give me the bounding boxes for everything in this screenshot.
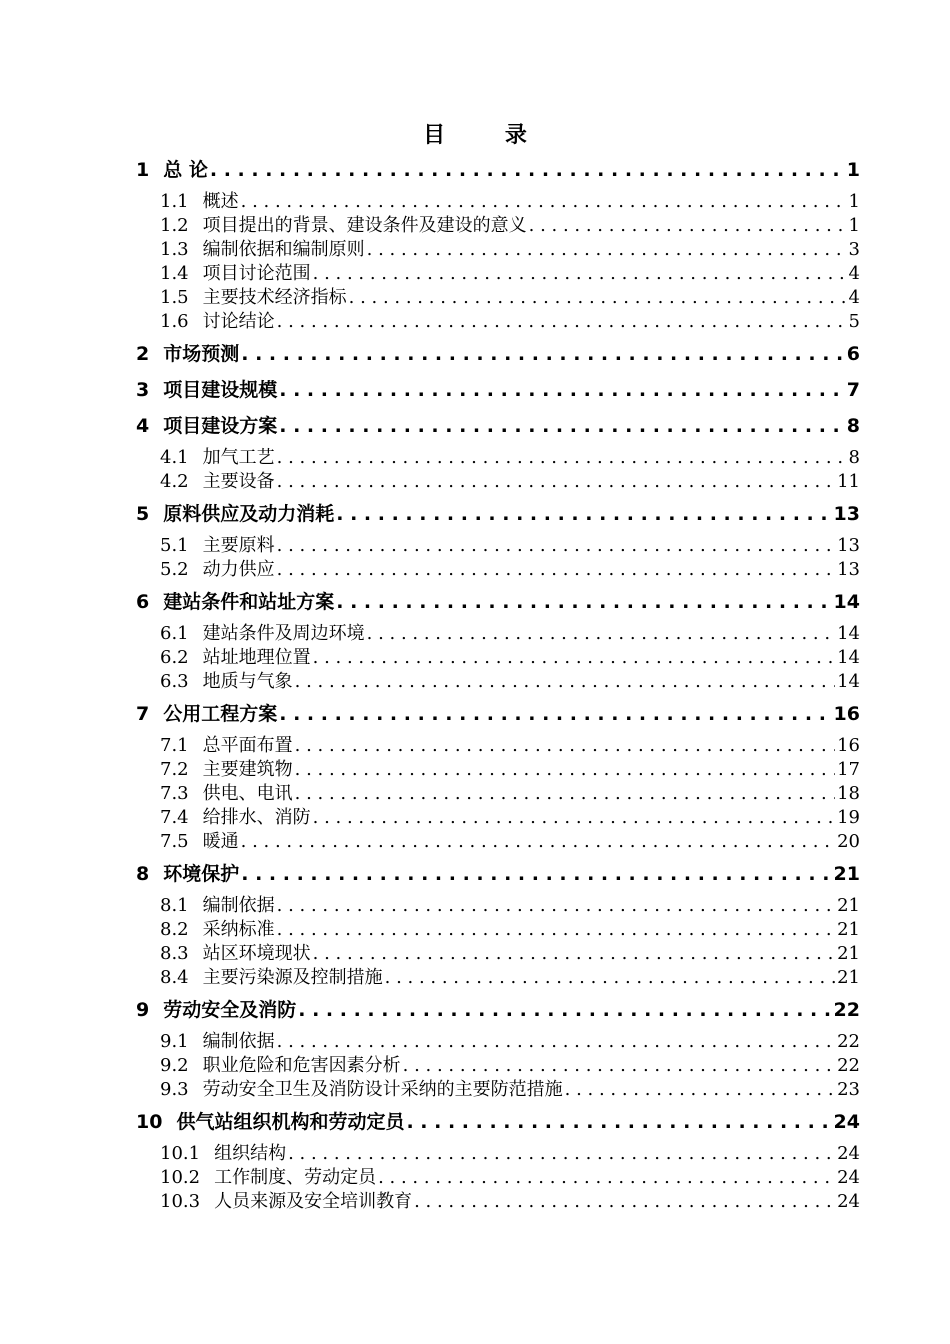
toc-entry-title: 公用工程方案 — [163, 703, 278, 725]
toc-dot-leader — [367, 622, 835, 646]
toc-section-entry[interactable] — [136, 966, 860, 990]
toc-dot-leader — [277, 534, 835, 558]
toc-section-entry[interactable] — [136, 758, 860, 782]
toc-page-number: 6 — [846, 343, 860, 365]
toc-page-number: 24 — [837, 1167, 860, 1188]
toc-dot-leader — [367, 238, 847, 262]
toc-chapter-entry[interactable] — [136, 858, 860, 890]
toc-page-number: 20 — [837, 831, 860, 852]
toc-entry-number: 3 — [136, 379, 150, 401]
toc-entry-title: 概述 — [202, 191, 239, 212]
toc-page-number: 1 — [848, 191, 860, 212]
toc-section-entry[interactable] — [136, 1030, 860, 1054]
toc-page-number: 22 — [837, 1031, 860, 1052]
toc-page-number: 24 — [837, 1191, 860, 1212]
toc-dot-leader — [313, 942, 835, 966]
toc-entry-number: 7.4 — [160, 807, 189, 828]
toc-dot-leader — [241, 190, 847, 214]
toc-dot-leader — [349, 286, 847, 310]
toc-entry-number: 9.1 — [160, 1031, 189, 1052]
toc-entry-title: 编制依据 — [202, 1031, 275, 1052]
toc-dot-leader — [298, 994, 831, 1026]
toc-dot-leader — [529, 214, 847, 238]
toc-page-number: 14 — [833, 591, 860, 613]
toc-section-entry[interactable] — [136, 646, 860, 670]
toc-page-number: 3 — [848, 239, 860, 260]
toc-entry-number: 7.1 — [160, 735, 189, 756]
toc-dot-leader — [295, 782, 835, 806]
toc-dot-leader — [378, 1166, 835, 1190]
toc-page-number: 24 — [837, 1143, 860, 1164]
toc-entry-number: 7.5 — [160, 831, 189, 852]
toc-chapter-entry[interactable] — [136, 154, 860, 186]
toc-entry-number: 9.3 — [160, 1079, 189, 1100]
toc-entry-title: 供电、电讯 — [202, 783, 293, 804]
toc-page-number: 16 — [833, 703, 860, 725]
toc-dot-leader — [277, 446, 847, 470]
toc-entry-title: 主要污染源及控制措施 — [202, 967, 383, 988]
toc-entry-title: 动力供应 — [202, 559, 275, 580]
toc-entry-number: 8.2 — [160, 919, 189, 940]
toc-entry-title: 建站条件和站址方案 — [163, 591, 335, 613]
toc-page-number: 7 — [846, 379, 860, 401]
toc-page-number: 11 — [837, 471, 860, 492]
toc-section-entry[interactable] — [136, 238, 860, 262]
toc-section-entry[interactable] — [136, 1190, 860, 1214]
toc-dot-leader — [241, 830, 835, 854]
toc-entry-title: 总 论 — [163, 159, 208, 181]
toc-section-entry[interactable] — [136, 310, 860, 334]
toc-entry-title: 编制依据和编制原则 — [202, 239, 365, 260]
toc-entry-number: 7 — [136, 703, 150, 725]
toc-dot-leader — [313, 806, 835, 830]
toc-section-entry[interactable] — [136, 534, 860, 558]
toc-entry-title: 总平面布置 — [202, 735, 293, 756]
toc-section-entry[interactable] — [136, 1166, 860, 1190]
toc-entry-number: 6 — [136, 591, 150, 613]
toc-section-entry[interactable] — [136, 1142, 860, 1166]
toc-chapter-entry[interactable] — [136, 410, 860, 442]
toc-entry-title: 职业危险和危害因素分析 — [202, 1055, 401, 1076]
toc-page-number: 14 — [837, 671, 860, 692]
toc-section-entry[interactable] — [136, 830, 860, 854]
toc-entry-title: 供气站组织机构和劳动定员 — [176, 1111, 405, 1133]
toc-dot-leader — [277, 894, 835, 918]
toc-entry-title: 主要技术经济指标 — [202, 287, 347, 308]
toc-entry-title: 劳动安全及消防 — [163, 999, 297, 1021]
toc-chapter-entry[interactable] — [136, 374, 860, 406]
toc-page-number: 21 — [833, 863, 860, 885]
toc-entry-number: 6.2 — [160, 647, 189, 668]
toc-dot-leader — [279, 698, 831, 730]
toc-entry-title: 站址地理位置 — [202, 647, 311, 668]
toc-dot-leader — [565, 1078, 835, 1102]
toc-entry-number: 8.3 — [160, 943, 189, 964]
toc-entry-number: 2 — [136, 343, 150, 365]
toc-entry-title: 市场预测 — [163, 343, 240, 365]
toc-entry-title: 加气工艺 — [202, 447, 275, 468]
toc-entry-number: 9.2 — [160, 1055, 189, 1076]
toc-dot-leader — [295, 670, 835, 694]
toc-chapter-entry[interactable] — [136, 698, 860, 730]
toc-section-entry[interactable] — [136, 894, 860, 918]
toc-entry-number: 5 — [136, 503, 150, 525]
toc-entry-number: 8 — [136, 863, 150, 885]
toc-page-number: 19 — [837, 807, 860, 828]
toc-entry-number: 6.3 — [160, 671, 189, 692]
toc-entry-number: 10.3 — [160, 1191, 201, 1212]
toc-page-number: 4 — [848, 287, 860, 308]
toc-page-number: 14 — [837, 623, 860, 644]
toc-entry-title: 采纳标准 — [202, 919, 275, 940]
toc-section-entry[interactable] — [136, 670, 860, 694]
toc-entry-number: 5.1 — [160, 535, 189, 556]
toc-entry-number: 1.5 — [160, 287, 189, 308]
toc-dot-leader — [279, 374, 845, 406]
toc-entry-title: 建站条件及周边环境 — [202, 623, 365, 644]
toc-section-entry[interactable] — [136, 214, 860, 238]
toc-page-number: 21 — [837, 943, 860, 964]
page-title: 目 录 — [423, 123, 553, 148]
toc-dot-leader — [288, 1142, 835, 1166]
toc-entry-number: 7.3 — [160, 783, 189, 804]
toc-dot-leader — [210, 154, 845, 186]
toc-entry-title: 给排水、消防 — [202, 807, 311, 828]
toc-section-entry[interactable] — [136, 470, 860, 494]
toc-section-entry[interactable] — [136, 918, 860, 942]
toc-entry-title: 讨论结论 — [202, 311, 275, 332]
toc-entry-number: 6.1 — [160, 623, 189, 644]
toc-entry-number: 1.4 — [160, 263, 189, 284]
toc-page-number: 13 — [833, 503, 860, 525]
toc-entry-title: 项目建设方案 — [163, 415, 278, 437]
toc-chapter-entry[interactable] — [136, 1106, 860, 1138]
toc-entry-number: 1.3 — [160, 239, 189, 260]
toc-entry-number: 1.1 — [160, 191, 189, 212]
toc-dot-leader — [295, 734, 835, 758]
toc-section-entry[interactable] — [136, 1054, 860, 1078]
toc-page-number: 23 — [837, 1079, 860, 1100]
toc-entry-number: 5.2 — [160, 559, 189, 580]
toc-dot-leader — [279, 410, 845, 442]
toc-entry-number: 10.2 — [160, 1167, 201, 1188]
toc-section-entry[interactable] — [136, 262, 860, 286]
toc-entry-number: 10.1 — [160, 1143, 201, 1164]
toc-page-number: 21 — [837, 919, 860, 940]
toc-page-number: 8 — [846, 415, 860, 437]
toc-dot-leader — [241, 858, 831, 890]
toc-entry-title: 环境保护 — [163, 863, 240, 885]
toc-dot-leader — [277, 470, 835, 494]
toc-section-entry[interactable] — [136, 190, 860, 214]
toc-entry-title: 人员来源及安全培训教育 — [214, 1191, 413, 1212]
toc-section-entry[interactable] — [136, 806, 860, 830]
toc-entry-title: 主要原料 — [202, 535, 275, 556]
toc-entry-number: 9 — [136, 999, 150, 1021]
toc-entry-title: 主要设备 — [202, 471, 275, 492]
toc-page-number: 1 — [848, 215, 860, 236]
toc-page-number: 16 — [837, 735, 860, 756]
toc-page-number: 4 — [848, 263, 860, 284]
toc-dot-leader — [313, 262, 847, 286]
toc-dot-leader — [277, 558, 835, 582]
toc-entry-title: 编制依据 — [202, 895, 275, 916]
toc-dot-leader — [277, 310, 847, 334]
toc-entry-number: 7.2 — [160, 759, 189, 780]
toc-page-number: 13 — [837, 535, 860, 556]
toc-page-number: 18 — [837, 783, 860, 804]
toc-entry-title: 站区环境现状 — [202, 943, 311, 964]
toc-dot-leader — [313, 646, 835, 670]
toc-page-number: 22 — [837, 1055, 860, 1076]
toc-entry-number: 10 — [136, 1111, 163, 1133]
toc-section-entry[interactable] — [136, 558, 860, 582]
toc-section-entry[interactable] — [136, 286, 860, 310]
toc-section-entry[interactable] — [136, 1078, 860, 1102]
toc-page-number: 21 — [837, 967, 860, 988]
toc-entry-number: 1.2 — [160, 215, 189, 236]
toc-dot-leader — [336, 498, 831, 530]
toc-dot-leader — [295, 758, 835, 782]
toc-section-entry[interactable] — [136, 942, 860, 966]
toc-entry-title: 地质与气象 — [202, 671, 293, 692]
toc-entry-number: 4 — [136, 415, 150, 437]
toc-entry-title: 劳动安全卫生及消防设计采纳的主要防范措施 — [202, 1079, 563, 1100]
toc-entry-number: 4.1 — [160, 447, 189, 468]
toc-dot-leader — [403, 1054, 835, 1078]
toc-page-number: 21 — [837, 895, 860, 916]
toc-entry-number: 1.6 — [160, 311, 189, 332]
toc-section-entry[interactable] — [136, 734, 860, 758]
toc-chapter-entry[interactable] — [136, 586, 860, 618]
toc-page-number: 24 — [833, 1111, 860, 1133]
toc-entry-title: 组织结构 — [214, 1143, 287, 1164]
toc-page-number: 13 — [837, 559, 860, 580]
toc-entry-number: 8.1 — [160, 895, 189, 916]
toc-chapter-entry[interactable] — [136, 498, 860, 530]
toc-page-number: 17 — [837, 759, 860, 780]
toc-section-entry[interactable] — [136, 782, 860, 806]
toc-entry-title: 暖通 — [202, 831, 239, 852]
toc-page-number: 14 — [837, 647, 860, 668]
toc-entry-title: 项目讨论范围 — [202, 263, 311, 284]
toc-entry-number: 4.2 — [160, 471, 189, 492]
toc-list — [136, 154, 860, 1214]
toc-dot-leader — [385, 966, 835, 990]
toc-entry-title: 项目建设规模 — [163, 379, 278, 401]
toc-dot-leader — [336, 586, 831, 618]
toc-entry-number: 1 — [136, 159, 150, 181]
toc-chapter-entry[interactable] — [136, 994, 860, 1026]
toc-page-number: 8 — [848, 447, 860, 468]
toc-section-entry[interactable] — [136, 446, 860, 470]
toc-chapter-entry[interactable] — [136, 338, 860, 370]
toc-entry-title: 工作制度、劳动定员 — [214, 1167, 377, 1188]
toc-entry-title: 项目提出的背景、建设条件及建设的意义 — [202, 215, 527, 236]
toc-page-number: 5 — [848, 311, 860, 332]
toc-entry-title: 主要建筑物 — [202, 759, 293, 780]
toc-entry-number: 8.4 — [160, 967, 189, 988]
toc-dot-leader — [406, 1106, 831, 1138]
toc-dot-leader — [241, 338, 845, 370]
toc-page-number: 1 — [846, 159, 860, 181]
toc-dot-leader — [414, 1190, 835, 1214]
toc-entry-title: 原料供应及动力消耗 — [163, 503, 335, 525]
toc-dot-leader — [277, 1030, 835, 1054]
toc-page-number: 22 — [833, 999, 860, 1021]
toc-dot-leader — [277, 918, 835, 942]
toc-section-entry[interactable] — [136, 622, 860, 646]
